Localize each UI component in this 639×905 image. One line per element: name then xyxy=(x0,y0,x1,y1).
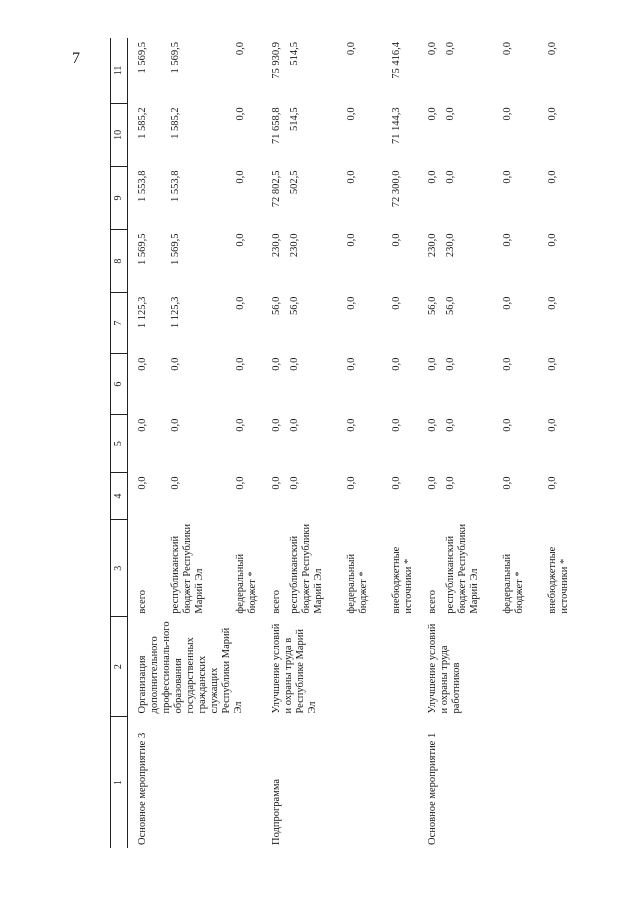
value-cell: 1 125,3 xyxy=(137,296,148,329)
value-cell: 72 300,0 xyxy=(391,170,402,208)
value-cell: 0,0 xyxy=(502,418,513,432)
value-cell: 0,0 xyxy=(502,107,513,121)
value-cell: 0,0 xyxy=(271,357,282,371)
value-cell: 0,0 xyxy=(271,418,282,432)
value-cell: 0,0 xyxy=(427,42,438,56)
value-cell: 0,0 xyxy=(547,418,558,432)
value-cell: 56,0 xyxy=(271,296,282,316)
value-cell: 0,0 xyxy=(547,107,558,121)
value-cell: 0,0 xyxy=(445,476,456,490)
value-cell: 0,0 xyxy=(547,476,558,490)
activity-cell: Основное мероприятие 3 xyxy=(137,732,148,845)
funding-source: федеральный бюджет * xyxy=(346,553,369,614)
value-cell: 0,0 xyxy=(547,296,558,310)
value-cell: 0,0 xyxy=(271,476,282,490)
value-cell: 0,0 xyxy=(235,296,246,310)
value-cell: 502,5 xyxy=(289,170,300,195)
value-cell: 0,0 xyxy=(445,418,456,432)
value-cell: 0,0 xyxy=(170,357,181,371)
value-cell: 0,0 xyxy=(346,476,357,490)
value-cell: 0,0 xyxy=(547,233,558,247)
column-header: 8 xyxy=(111,230,128,293)
value-cell: 0,0 xyxy=(346,418,357,432)
column-header: 3 xyxy=(111,520,128,617)
value-cell: 0,0 xyxy=(445,357,456,371)
value-cell: 0,0 xyxy=(235,357,246,371)
value-cell: 1 585,2 xyxy=(170,107,181,139)
funding-source: всего xyxy=(271,589,282,614)
value-cell: 514,5 xyxy=(289,107,300,131)
value-cell: 0,0 xyxy=(137,476,148,490)
column-number-row xyxy=(111,38,128,848)
value-cell: 1 569,5 xyxy=(170,42,181,74)
value-cell: 72 802,5 xyxy=(271,170,282,208)
activity-title-cell: Улучшение условий и охраны труда работников xyxy=(427,623,462,714)
value-cell: 1 569,5 xyxy=(170,233,181,266)
column-header: 7 xyxy=(111,293,128,354)
value-cell: 230,0 xyxy=(427,233,438,258)
value-cell: 0,0 xyxy=(502,357,513,371)
value-cell: 75 416,4 xyxy=(391,42,402,79)
value-cell: 0,0 xyxy=(346,357,357,371)
activity-cell: Подпрограмма xyxy=(271,778,282,845)
column-header: 6 xyxy=(111,354,128,415)
page-number: 7 xyxy=(72,50,80,67)
value-cell: 0,0 xyxy=(346,233,357,247)
value-cell: 0,0 xyxy=(170,418,181,432)
funding-source: внебюджетные источники * xyxy=(391,546,414,614)
value-cell: 0,0 xyxy=(427,476,438,490)
funding-source: внебюджетные источники * xyxy=(547,546,570,614)
value-cell: 230,0 xyxy=(445,233,456,258)
column-header: 1 xyxy=(111,717,128,848)
funding-source: всего xyxy=(427,589,438,614)
activity-title-cell: Улучшение условий и охраны труда в Республике Марий Эл xyxy=(271,623,318,714)
value-cell: 56,0 xyxy=(289,296,300,316)
value-cell: 75 930,9 xyxy=(271,42,282,79)
value-cell: 0,0 xyxy=(547,357,558,371)
value-cell: 0,0 xyxy=(547,170,558,184)
value-cell: 0,0 xyxy=(502,170,513,184)
column-header: 9 xyxy=(111,166,128,229)
table-row xyxy=(128,38,153,848)
value-cell: 0,0 xyxy=(391,296,402,310)
value-cell: 0,0 xyxy=(235,170,246,184)
value-cell: 0,0 xyxy=(502,42,513,56)
value-cell: 0,0 xyxy=(137,418,148,432)
value-cell: 71 658,8 xyxy=(271,107,282,145)
column-header: 10 xyxy=(111,103,128,166)
value-cell: 0,0 xyxy=(427,418,438,432)
value-cell: 0,0 xyxy=(502,476,513,490)
table-row xyxy=(262,38,286,848)
value-cell: 0,0 xyxy=(445,170,456,184)
value-cell: 0,0 xyxy=(235,418,246,432)
value-cell: 0,0 xyxy=(502,233,513,247)
funding-source: всего xyxy=(137,589,148,614)
activity-title-cell: Организация дополнительного профессиональ-ного образования государственных гражданских служащих Республики Марий Эл xyxy=(137,621,244,714)
value-cell: 0,0 xyxy=(391,418,402,432)
value-cell: 230,0 xyxy=(271,233,282,258)
value-cell: 0,0 xyxy=(235,476,246,490)
value-cell: 0,0 xyxy=(170,476,181,490)
value-cell: 0,0 xyxy=(427,357,438,371)
value-cell: 0,0 xyxy=(445,107,456,121)
value-cell: 1 569,5 xyxy=(137,233,148,266)
funding-source: республиканский бюджет Республики Марий Эл xyxy=(445,523,480,614)
value-cell: 0,0 xyxy=(391,357,402,371)
value-cell: 514,5 xyxy=(289,42,300,66)
value-cell: 0,0 xyxy=(391,476,402,490)
value-cell: 0,0 xyxy=(391,233,402,247)
column-header: 11 xyxy=(111,38,128,103)
value-cell: 56,0 xyxy=(427,296,438,316)
value-cell: 0,0 xyxy=(137,357,148,371)
value-cell: 1 553,8 xyxy=(170,170,181,202)
rotated-page-content xyxy=(110,38,639,848)
value-cell: 0,0 xyxy=(235,107,246,121)
value-cell: 1 569,5 xyxy=(137,42,148,74)
column-header: 4 xyxy=(111,473,128,520)
value-cell: 71 144,3 xyxy=(391,107,402,145)
value-cell: 0,0 xyxy=(346,296,357,310)
value-cell: 0,0 xyxy=(289,418,300,432)
value-cell: 0,0 xyxy=(289,476,300,490)
value-cell: 1 585,2 xyxy=(137,107,148,139)
column-header: 5 xyxy=(111,415,128,473)
value-cell: 230,0 xyxy=(289,233,300,258)
value-cell: 0,0 xyxy=(346,170,357,184)
column-header: 2 xyxy=(111,617,128,717)
table-row xyxy=(418,38,442,848)
value-cell: 1 125,3 xyxy=(170,296,181,329)
value-cell: 0,0 xyxy=(346,42,357,56)
value-cell: 0,0 xyxy=(445,42,456,56)
value-cell: 0,0 xyxy=(235,42,246,56)
value-cell: 56,0 xyxy=(445,296,456,316)
value-cell: 0,0 xyxy=(547,42,558,56)
budget-table xyxy=(110,38,574,848)
value-cell: 0,0 xyxy=(346,107,357,121)
value-cell: 0,0 xyxy=(502,296,513,310)
value-cell: 1 553,8 xyxy=(137,170,148,202)
value-cell: 0,0 xyxy=(289,357,300,371)
value-cell: 0,0 xyxy=(235,233,246,247)
funding-source: федеральный бюджет * xyxy=(502,553,525,614)
funding-source: республиканский бюджет Республики Марий Эл xyxy=(170,523,205,614)
activity-cell: Основное мероприятие 1 xyxy=(427,732,438,845)
value-cell: 0,0 xyxy=(427,107,438,121)
funding-source: федеральный бюджет * xyxy=(235,553,258,614)
value-cell: 0,0 xyxy=(427,170,438,184)
funding-source: республиканский бюджет Республики Марий Эл xyxy=(289,523,324,614)
